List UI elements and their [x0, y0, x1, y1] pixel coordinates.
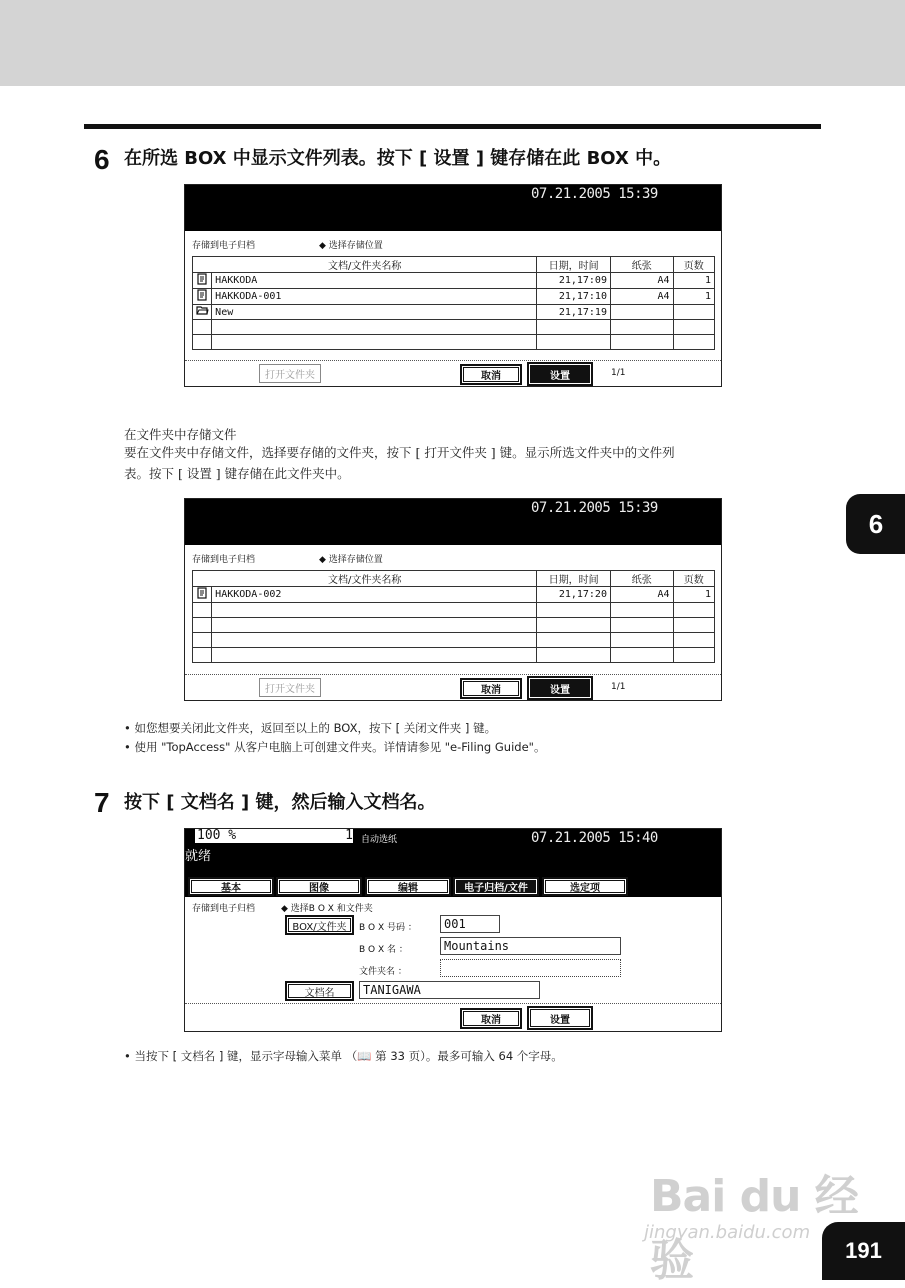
tab-efiling[interactable]: 电子归档/文件 — [453, 877, 539, 896]
document-name-field[interactable]: TANIGAWA — [359, 981, 540, 999]
document-icon — [193, 273, 212, 289]
folder-icon — [193, 305, 212, 320]
tab-image[interactable]: 图像 — [276, 877, 362, 896]
tab-basic[interactable]: 基本 — [188, 877, 274, 896]
breadcrumb-step: ◆ 选择B O X 和文件夹 — [281, 904, 373, 914]
set-button[interactable]: 设置 — [527, 362, 593, 386]
folder-name-label: 文件夹名 ： — [359, 967, 407, 977]
page-indicator: 1/1 — [611, 368, 626, 378]
datetime: 07.21.2005 15:39 — [531, 500, 658, 516]
screen-2 — [184, 498, 722, 701]
header-rule — [84, 124, 821, 129]
watermark-brand: Bai du 经验 — [650, 1171, 858, 1286]
column-header-pages: 页数 — [673, 257, 714, 273]
set-button[interactable]: 设置 — [527, 1006, 593, 1030]
row-date: 21,17:19 — [537, 305, 611, 320]
breadcrumb-step: ◆ 选择存储位置 — [319, 555, 383, 565]
screen-1 — [184, 184, 722, 387]
watermark-url: jingyan.baidu.com — [644, 1222, 811, 1243]
row-paper — [610, 305, 673, 320]
file-table — [192, 570, 715, 663]
table-row[interactable] — [193, 618, 715, 633]
table-row[interactable] — [193, 603, 715, 618]
breadcrumb: 存储到电子归档 — [192, 241, 256, 251]
row-paper: A4 — [610, 289, 673, 305]
screen-3-header — [185, 829, 721, 897]
step-7-title: 按下 [ 文档名 ] 键，然后输入文档名。 — [124, 792, 436, 813]
column-header-paper: 纸张 — [610, 571, 673, 587]
row-pages: 1 — [673, 289, 714, 305]
set-button[interactable]: 设置 — [527, 676, 593, 700]
row-name: HAKKODA-002 — [212, 587, 537, 603]
note-topaccess: • 使用 "TopAccess" 从客户电脑上可创建文件夹。详情请参见 "e-Filing Guide"。 — [124, 740, 546, 754]
datetime: 07.21.2005 15:39 — [531, 186, 658, 202]
table-row[interactable] — [193, 587, 715, 603]
row-paper: A4 — [610, 587, 673, 603]
step-6-title: 在所选 BOX 中显示文件列表。按下 [ 设置 ] 键存储在此 BOX 中。 — [124, 148, 672, 169]
button-row — [185, 1003, 721, 1004]
folder-note-heading: 在文件夹中存储文件 — [124, 427, 237, 442]
box-folder-button[interactable]: BOX/文件夹 — [285, 915, 354, 935]
box-name-label: B O X 名 ： — [359, 945, 408, 955]
row-date: 21,17:10 — [537, 289, 611, 305]
row-date: 21,17:20 — [537, 587, 611, 603]
table-row[interactable] — [193, 335, 715, 350]
tab-options[interactable]: 选定项 — [542, 877, 628, 896]
chapter-tab: 6 — [846, 494, 905, 554]
note-document-name: • 当按下 [ 文档名 ] 键，显示字母输入菜单 （📖 第 33 页）。最多可输入 64 个字母。 — [124, 1049, 563, 1063]
box-number-label: B O X 号码 ： — [359, 923, 417, 933]
row-pages — [673, 305, 714, 320]
page-number: 191 — [822, 1222, 905, 1280]
copy-ratio: 100 % — [195, 829, 337, 843]
note-close-folder: • 如您想要关闭此文件夹，返回至以上的 BOX，按下 [ 关闭文件夹 ] 键。 — [124, 721, 497, 735]
folder-note-line-2: 表。按下 [ 设置 ] 键存储在此文件夹中。 — [124, 466, 350, 481]
page-indicator: 1/1 — [611, 682, 626, 692]
screen-1-header — [185, 185, 721, 231]
status-text: 就绪 — [185, 849, 212, 864]
folder-name-field[interactable] — [440, 959, 621, 977]
row-pages: 1 — [673, 587, 714, 603]
breadcrumb: 存储到电子归档 — [192, 555, 256, 565]
column-header-name: 文档/文件夹名称 — [193, 257, 537, 273]
row-paper: A4 — [610, 273, 673, 289]
screen-3 — [184, 828, 722, 1032]
column-header-name: 文档/文件夹名称 — [193, 571, 537, 587]
document-icon — [193, 587, 212, 603]
row-name: HAKKODA-001 — [212, 289, 537, 305]
button-row — [185, 674, 721, 675]
table-row[interactable] — [193, 320, 715, 335]
step-6-number: 6 — [94, 144, 110, 175]
step-7-number: 7 — [94, 787, 110, 818]
button-row — [185, 360, 721, 361]
top-gray-band — [0, 0, 905, 86]
watermark — [640, 1140, 860, 1286]
folder-note-line-1: 要在文件夹中存储文件，选择要存储的文件夹，按下 [ 打开文件夹 ] 键。显示所选文件夹中的文件列 — [124, 445, 675, 460]
row-date: 21,17:09 — [537, 273, 611, 289]
paper-mode: 自动选纸 — [361, 835, 398, 845]
row-name: New — [212, 305, 537, 320]
cancel-button[interactable]: 取消 — [460, 678, 522, 699]
document-name-button[interactable]: 文档名 — [285, 981, 354, 1001]
datetime: 07.21.2005 15:40 — [531, 830, 658, 846]
table-row[interactable] — [193, 305, 715, 320]
copy-count: 1 — [335, 829, 353, 843]
cancel-button[interactable]: 取消 — [460, 364, 522, 385]
table-row[interactable] — [193, 648, 715, 663]
breadcrumb-step: ◆ 选择存储位置 — [319, 241, 383, 251]
cancel-button[interactable]: 取消 — [460, 1008, 522, 1029]
table-row[interactable] — [193, 289, 715, 305]
table-row[interactable] — [193, 273, 715, 289]
column-header-pages: 页数 — [673, 571, 714, 587]
file-table — [192, 256, 715, 350]
row-name: HAKKODA — [212, 273, 537, 289]
table-row[interactable] — [193, 633, 715, 648]
document-icon — [193, 289, 212, 305]
row-pages: 1 — [673, 273, 714, 289]
box-number-field[interactable]: 001 — [440, 915, 500, 933]
tab-edit[interactable]: 编辑 — [365, 877, 451, 896]
column-header-date: 日期，时间 — [537, 571, 611, 587]
open-folder-button[interactable]: 打开文件夹 — [259, 678, 321, 697]
open-folder-button[interactable]: 打开文件夹 — [259, 364, 321, 383]
box-name-field[interactable]: Mountains — [440, 937, 621, 955]
column-header-date: 日期，时间 — [537, 257, 611, 273]
column-header-paper: 纸张 — [610, 257, 673, 273]
screen-2-header — [185, 499, 721, 545]
breadcrumb: 存储到电子归档 — [192, 904, 256, 914]
